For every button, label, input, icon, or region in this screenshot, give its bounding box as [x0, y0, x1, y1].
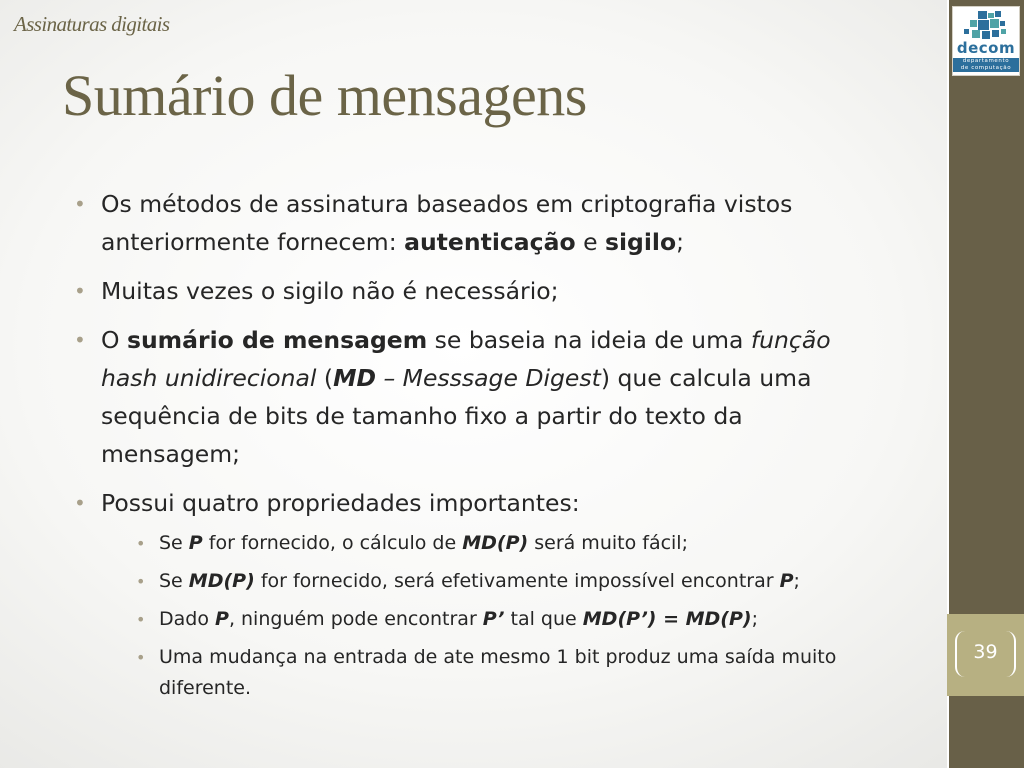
page-number-box [947, 614, 1024, 696]
slide-title: Sumário de mensagens [62, 63, 587, 128]
properties-list [101, 528, 872, 704]
property-item: • Uma mudança na entrada de ate mesmo 1 bit produz uma saída muito diferente. [134, 642, 872, 704]
property-item: • Se MD(P) for fornecido, será efetivamente impossível encontrar P; [134, 566, 872, 597]
logo-pixel-mark [964, 11, 1008, 41]
bullet-four-properties: • Possui quatro propriedades importantes: • Se P for fornecido, o cálculo de MD(P) será muito fácil; • Se MD(P) for fornecido, será efetivamente impossível encontrar P; • Dado P, ninguém pode encontrar P’ tal que MD(P’) = MD(P); • Uma mudança na entrada de ate mesmo 1 bit produz uma saída muito diferente. [72, 484, 872, 704]
page-number: 39 [973, 641, 998, 663]
property-item: • Se P for fornecido, o cálculo de MD(P) será muito fácil; [134, 528, 872, 559]
decom-logo [952, 6, 1020, 76]
slide-body [72, 185, 872, 715]
bullet-signature-methods: • Os métodos de assinatura baseados em criptografia vistos anteriormente fornecem: autenticação e sigilo; [72, 185, 872, 261]
section-label: Assinaturas digitais [14, 12, 170, 36]
logo-subtitle: departamento de computação [953, 58, 1019, 72]
bullet-secrecy-not-needed: • Muitas vezes o sigilo não é necessário; [72, 272, 872, 310]
property-item: • Dado P, ninguém pode encontrar P’ tal que MD(P’) = MD(P); [134, 604, 872, 635]
logo-wordmark: decom [956, 39, 1016, 57]
bullet-message-digest: • O sumário de mensagem se baseia na ideia de uma função hash unidirecional (MD – Messsage Digest) que calcula uma sequência de bits de tamanho fixo a partir do texto da mensagem; [72, 321, 872, 473]
